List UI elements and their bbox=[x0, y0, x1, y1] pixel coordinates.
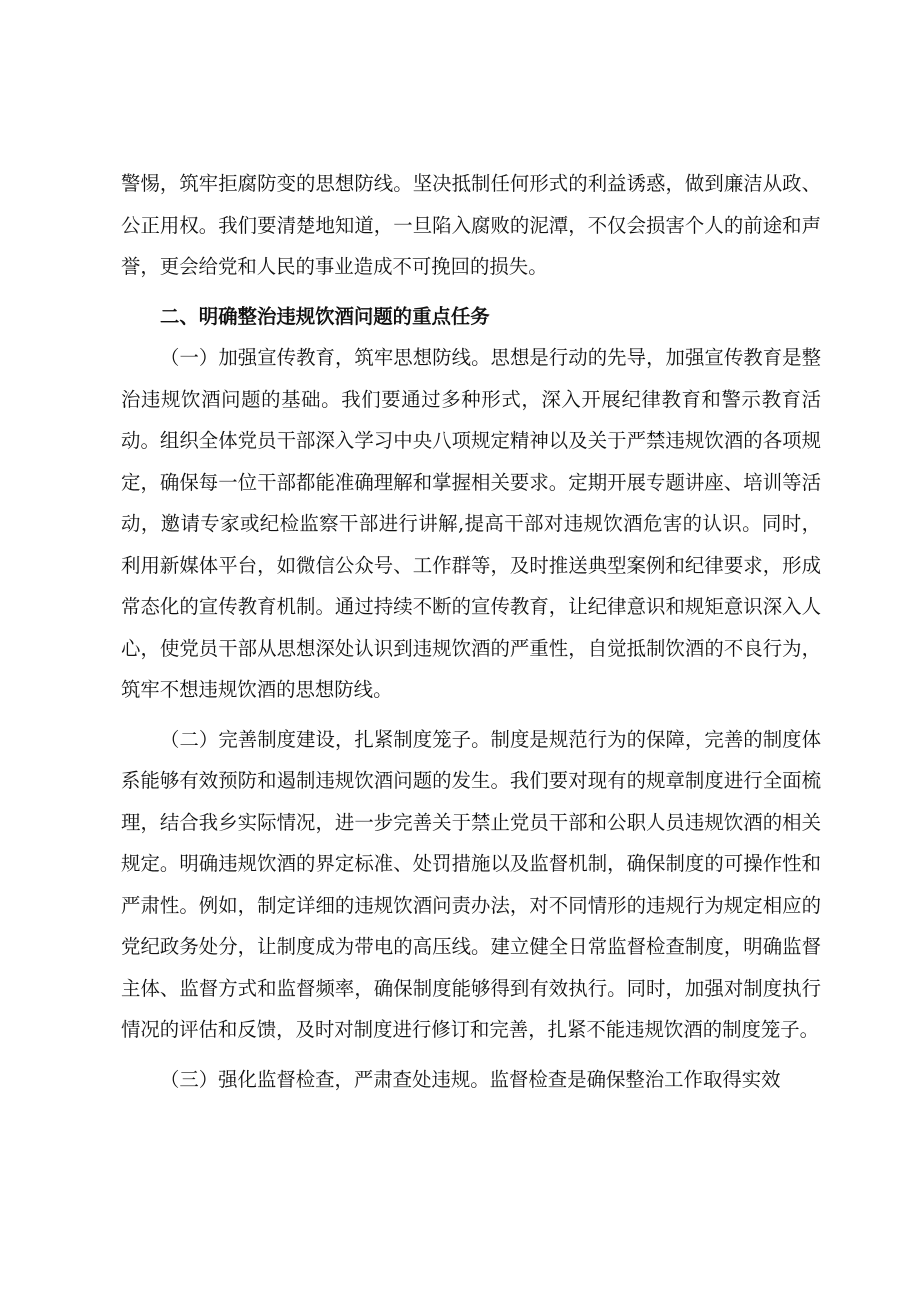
spacer bbox=[121, 711, 821, 719]
paragraph-continued: 警惕，筑牢拒腐防变的思想防线。坚决抵制任何形式的利益诱惑，做到廉洁从政、公正用权。我们要清楚地知道，一旦陷入腐败的泥潭，不仅会损害个人的前途和声誉，更会给党和人民的事业造成不可挽回的损失。 bbox=[121, 172, 821, 278]
paragraph-publicity-education: （一）加强宣传教育，筑牢思想防线。思想是行动的先导，加强宣传教育是整治违规饮酒问题的基础。我们要通过多种形式，深入开展纪律教育和警示教育活动。组织全体党员干部深入学习中央八项规定精神以及关于严禁违规饮酒的各项规定，确保每一位干部都能准确理解和掌握相关要求。定期开展专题讲座、培训等活动，邀请专家或纪检监察干部进行讲解,提高干部对违规饮酒危害的认识。同时，利用新媒体平台，如微信公众号、工作群等，及时推送典型案例和纪律要求，形成常态化的宣传教育机制。通过持续不断的宣传教育，让纪律意识和规矩意识深入人心，使党员干部从思想深处认识到违规饮酒的严重性，自觉抵制饮酒的不良行为，筑牢不想违规饮酒的思想防线。 bbox=[121, 346, 821, 701]
section-heading: 二、明确整治违规饮酒问题的重点任务 bbox=[160, 304, 490, 328]
spacer bbox=[121, 288, 821, 296]
spacer bbox=[121, 1051, 821, 1059]
document-page bbox=[121, 163, 821, 1100]
paragraph-supervision: （三）强化监督检查，严肃查处违规。监督检查是确保整治工作取得实效 bbox=[160, 1067, 781, 1091]
paragraph-system-building: （二）完善制度建设，扎紧制度笼子。制度是规范行为的保障，完善的制度体系能够有效预防和遏制违规饮酒问题的发生。我们要对现有的规章制度进行全面梳理，结合我乡实际情况，进一步完善关于禁止党员干部和公职人员违规饮酒的相关规定。明确违规饮酒的界定标准、处罚措施以及监督机制，确保制度的可操作性和严肃性。例如，制定详细的违规饮酒问责办法，对不同情形的违规行为规定相应的党纪政务处分，让制度成为带电的高压线。建立健全日常监督检查制度，明确监督主体、监督方式和监督频率，确保制度能够得到有效执行。同时，加强对制度执行情况的评估和反馈，及时对制度进行修订和完善，扎紧不能违规饮酒的制度笼子。 bbox=[121, 727, 821, 1041]
